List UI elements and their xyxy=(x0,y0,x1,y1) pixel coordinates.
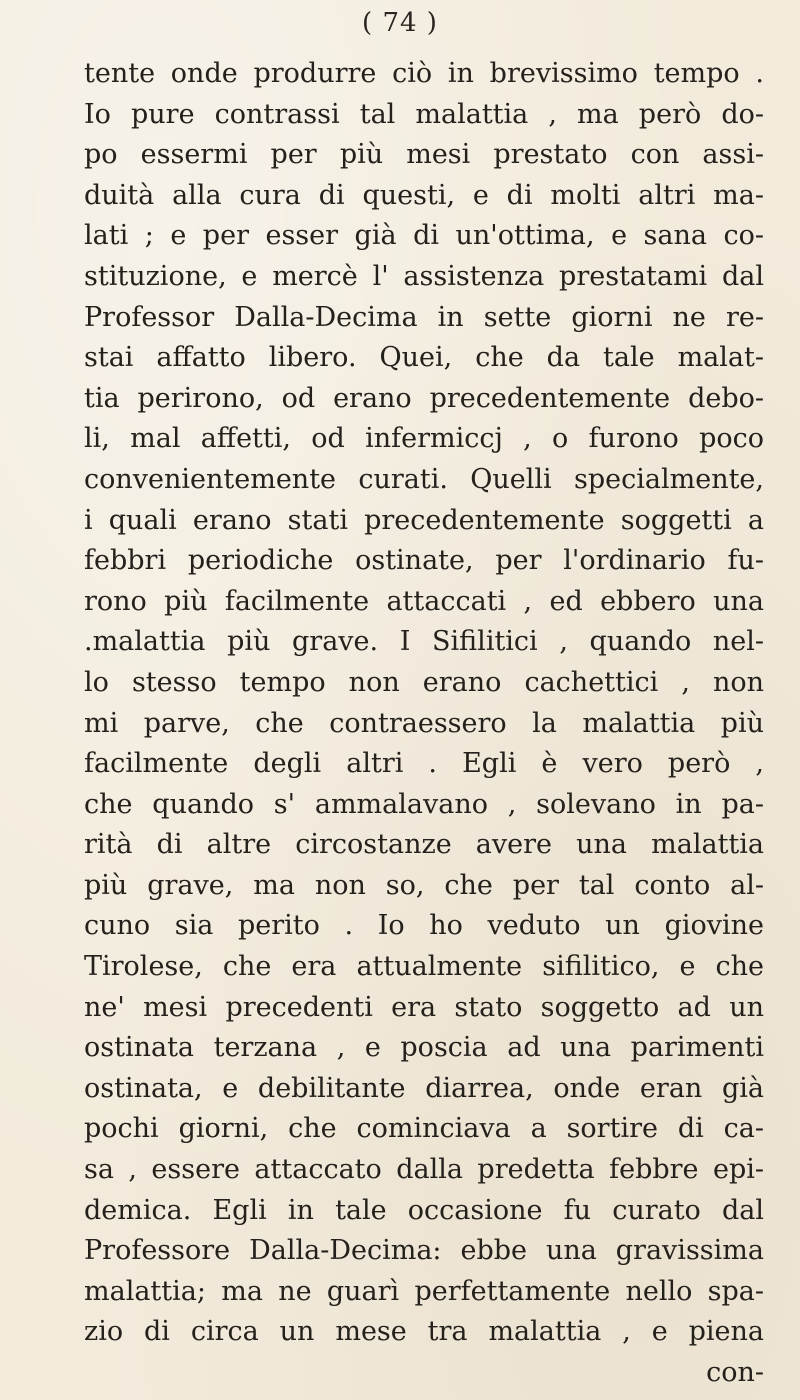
text-line: li, mal affetti, od infermiccj , o furono poco xyxy=(84,423,764,455)
text-line: ne' mesi precedenti era stato soggetto ad un xyxy=(84,991,764,1023)
text-line: più grave, ma non so, che per tal conto al- xyxy=(84,869,764,901)
text-line: malattia; ma ne guarì perfettamente nello spa- xyxy=(84,1275,764,1307)
body-text xyxy=(84,54,764,1394)
text-line: convenientemente curati. Quelli specialmente, xyxy=(84,463,764,495)
catchword: con- xyxy=(706,1357,764,1388)
text-line: i quali erano stati precedentemente soggetti a xyxy=(84,504,764,536)
text-line: febbri periodiche ostinate, per l'ordinario fu- xyxy=(84,545,764,577)
text-line: rono più facilmente attaccati , ed ebbero una xyxy=(84,585,764,617)
text-line: tente onde produrre ciò in brevissimo tempo . xyxy=(84,58,764,89)
text-line: pochi giorni, che cominciava a sortire di ca- xyxy=(84,1113,764,1145)
text-line: Professor Dalla-Decima in sette giorni ne re- xyxy=(84,301,764,333)
text-line: tia perirono, od erano precedentemente debo- xyxy=(84,382,764,414)
text-line: facilmente degli altri . Egli è vero però , xyxy=(84,748,764,780)
text-line: cuno sia perito . Io ho veduto un giovine xyxy=(84,910,764,942)
text-line: Tirolese, che era attualmente sifilitico, e che xyxy=(84,951,764,983)
text-line: ostinata, e debilitante diarrea, onde eran già xyxy=(84,1072,764,1104)
text-line: po essermi per più mesi prestato con assi- xyxy=(84,139,764,171)
text-line: zio di circa un mese tra malattia , e piena xyxy=(84,1316,764,1348)
text-line: stai affatto libero. Quei, che da tale malat- xyxy=(84,342,764,374)
text-line: stituzione, e mercè l' assistenza prestatami dal xyxy=(84,260,764,292)
text-line: demica. Egli in tale occasione fu curato dal xyxy=(84,1194,764,1226)
page-number: ( 74 ) xyxy=(362,8,438,38)
text-line: che quando s' ammalavano , solevano in pa- xyxy=(84,788,764,820)
text-line: lati ; e per esser già di un'ottima, e sana co- xyxy=(84,220,764,252)
text-line: .malattia più grave. I Sifilitici , quando nel- xyxy=(84,626,764,658)
text-line: Professore Dalla-Decima: ebbe una gravissima xyxy=(84,1235,764,1267)
text-line: Io pure contrassi tal malattia , ma però do- xyxy=(84,98,764,130)
text-line: mi parve, che contraessero la malattia più xyxy=(84,707,764,739)
text-line: ostinata terzana , e poscia ad una parimenti xyxy=(84,1032,764,1064)
text-line: lo stesso tempo non erano cachettici , non xyxy=(84,666,764,698)
text-line: rità di altre circostanze avere una malattia xyxy=(84,829,764,861)
text-line: duità alla cura di questi, e di molti altri ma- xyxy=(84,179,764,211)
text-line: sa , essere attaccato dalla predetta febbre epi- xyxy=(84,1154,764,1186)
